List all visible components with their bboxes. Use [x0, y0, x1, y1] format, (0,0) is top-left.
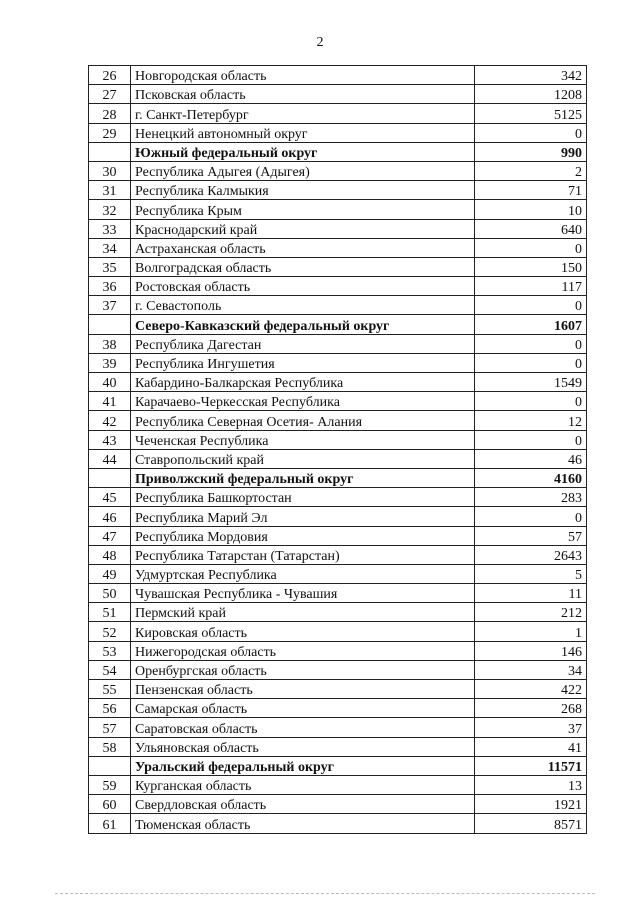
region-value: 57 — [475, 526, 587, 545]
region-value: 212 — [475, 603, 587, 622]
row-number: 56 — [89, 699, 131, 718]
region-row — [89, 353, 587, 372]
row-number: 37 — [89, 296, 131, 315]
region-name: Республика Адыгея (Адыгея) — [131, 161, 475, 180]
row-number: 55 — [89, 680, 131, 699]
row-number: 60 — [89, 795, 131, 814]
region-name: Курганская область — [131, 775, 475, 794]
row-number: 51 — [89, 603, 131, 622]
district-total: 11571 — [475, 756, 587, 775]
row-number: 31 — [89, 181, 131, 200]
region-name: Республика Марий Эл — [131, 507, 475, 526]
region-value: 342 — [475, 66, 587, 85]
region-value: 0 — [475, 507, 587, 526]
row-number — [89, 142, 131, 161]
region-name: Республика Мордовия — [131, 526, 475, 545]
region-row — [89, 564, 587, 583]
region-row — [89, 545, 587, 564]
region-row — [89, 257, 587, 276]
row-number: 57 — [89, 718, 131, 737]
region-name: Республика Крым — [131, 200, 475, 219]
row-number: 48 — [89, 545, 131, 564]
row-number: 46 — [89, 507, 131, 526]
district-name: Северо-Кавказский федеральный округ — [131, 315, 475, 334]
row-number: 54 — [89, 660, 131, 679]
district-row — [89, 756, 587, 775]
region-value: 0 — [475, 392, 587, 411]
district-total: 1607 — [475, 315, 587, 334]
region-value: 13 — [475, 775, 587, 794]
region-row — [89, 219, 587, 238]
region-row — [89, 699, 587, 718]
region-value: 0 — [475, 353, 587, 372]
row-number: 35 — [89, 257, 131, 276]
district-name: Приволжский федеральный округ — [131, 468, 475, 487]
row-number: 59 — [89, 775, 131, 794]
region-name: Ставропольский край — [131, 449, 475, 468]
row-number: 39 — [89, 353, 131, 372]
regions-table-body — [89, 66, 587, 834]
row-number: 52 — [89, 622, 131, 641]
region-name: Псковская область — [131, 85, 475, 104]
region-row — [89, 373, 587, 392]
district-name: Уральский федеральный округ — [131, 756, 475, 775]
region-value: 8571 — [475, 814, 587, 833]
region-name: Волгоградская область — [131, 257, 475, 276]
region-value: 0 — [475, 430, 587, 449]
region-value: 640 — [475, 219, 587, 238]
region-row — [89, 123, 587, 142]
row-number: 33 — [89, 219, 131, 238]
region-value: 1921 — [475, 795, 587, 814]
region-name: Свердловская область — [131, 795, 475, 814]
region-row — [89, 507, 587, 526]
region-name: Республика Северная Осетия- Алания — [131, 411, 475, 430]
region-value: 1 — [475, 622, 587, 641]
region-name: Республика Башкортостан — [131, 488, 475, 507]
region-name: Республика Татарстан (Татарстан) — [131, 545, 475, 564]
region-name: Краснодарский край — [131, 219, 475, 238]
district-total: 4160 — [475, 468, 587, 487]
region-name: Ненецкий автономный округ — [131, 123, 475, 142]
row-number — [89, 315, 131, 334]
region-row — [89, 181, 587, 200]
region-value: 37 — [475, 718, 587, 737]
region-row — [89, 488, 587, 507]
row-number: 47 — [89, 526, 131, 545]
region-value: 1208 — [475, 85, 587, 104]
region-name: Чеченская Республика — [131, 430, 475, 449]
region-row — [89, 660, 587, 679]
region-row — [89, 584, 587, 603]
row-number: 29 — [89, 123, 131, 142]
region-name: Удмуртская Республика — [131, 564, 475, 583]
region-value: 283 — [475, 488, 587, 507]
row-number: 41 — [89, 392, 131, 411]
region-name: г. Санкт-Петербург — [131, 104, 475, 123]
region-value: 146 — [475, 641, 587, 660]
region-row — [89, 104, 587, 123]
region-name: Республика Калмыкия — [131, 181, 475, 200]
row-number: 61 — [89, 814, 131, 833]
region-row — [89, 814, 587, 833]
row-number: 44 — [89, 449, 131, 468]
row-number: 38 — [89, 334, 131, 353]
region-row — [89, 238, 587, 257]
region-name: Саратовская область — [131, 718, 475, 737]
region-name: Кабардино-Балкарская Республика — [131, 373, 475, 392]
region-value: 0 — [475, 296, 587, 315]
region-value: 11 — [475, 584, 587, 603]
region-value: 117 — [475, 277, 587, 296]
row-number — [89, 468, 131, 487]
region-name: Самарская область — [131, 699, 475, 718]
district-row — [89, 315, 587, 334]
region-value: 46 — [475, 449, 587, 468]
regions-table — [88, 65, 587, 834]
region-row — [89, 641, 587, 660]
region-name: Оренбургская область — [131, 660, 475, 679]
region-value: 2 — [475, 161, 587, 180]
region-value: 41 — [475, 737, 587, 756]
region-name: Нижегородская область — [131, 641, 475, 660]
scan-edge-line — [55, 893, 595, 894]
row-number — [89, 756, 131, 775]
region-name: Карачаево-Черкесская Республика — [131, 392, 475, 411]
region-row — [89, 161, 587, 180]
region-name: Пензенская область — [131, 680, 475, 699]
row-number: 28 — [89, 104, 131, 123]
region-value: 12 — [475, 411, 587, 430]
region-name: Тюменская область — [131, 814, 475, 833]
region-row — [89, 392, 587, 411]
row-number: 43 — [89, 430, 131, 449]
region-name: Чувашская Республика - Чувашия — [131, 584, 475, 603]
row-number: 40 — [89, 373, 131, 392]
region-row — [89, 66, 587, 85]
region-row — [89, 85, 587, 104]
district-total: 990 — [475, 142, 587, 161]
region-value: 268 — [475, 699, 587, 718]
region-value: 71 — [475, 181, 587, 200]
row-number: 27 — [89, 85, 131, 104]
region-value: 0 — [475, 238, 587, 257]
row-number: 58 — [89, 737, 131, 756]
row-number: 30 — [89, 161, 131, 180]
region-row — [89, 200, 587, 219]
row-number: 32 — [89, 200, 131, 219]
region-row — [89, 296, 587, 315]
region-value: 10 — [475, 200, 587, 219]
region-row — [89, 622, 587, 641]
region-name: Астраханская область — [131, 238, 475, 257]
row-number: 45 — [89, 488, 131, 507]
row-number: 49 — [89, 564, 131, 583]
district-row — [89, 142, 587, 161]
region-name: Республика Ингушетия — [131, 353, 475, 372]
region-value: 34 — [475, 660, 587, 679]
region-value: 2643 — [475, 545, 587, 564]
region-row — [89, 334, 587, 353]
region-value: 0 — [475, 334, 587, 353]
region-row — [89, 526, 587, 545]
region-value: 422 — [475, 680, 587, 699]
region-name: Ростовская область — [131, 277, 475, 296]
region-value: 150 — [475, 257, 587, 276]
region-row — [89, 795, 587, 814]
region-name: г. Севастополь — [131, 296, 475, 315]
row-number: 53 — [89, 641, 131, 660]
region-row — [89, 449, 587, 468]
row-number: 36 — [89, 277, 131, 296]
region-value: 5125 — [475, 104, 587, 123]
district-row — [89, 468, 587, 487]
region-row — [89, 680, 587, 699]
region-name: Ульяновская область — [131, 737, 475, 756]
region-value: 5 — [475, 564, 587, 583]
region-value: 0 — [475, 123, 587, 142]
region-row — [89, 603, 587, 622]
region-row — [89, 411, 587, 430]
region-name: Новгородская область — [131, 66, 475, 85]
page-number: 2 — [316, 35, 324, 50]
row-number: 50 — [89, 584, 131, 603]
row-number: 26 — [89, 66, 131, 85]
region-row — [89, 775, 587, 794]
region-value: 1549 — [475, 373, 587, 392]
region-name: Кировская область — [131, 622, 475, 641]
region-name: Пермский край — [131, 603, 475, 622]
row-number: 42 — [89, 411, 131, 430]
row-number: 34 — [89, 238, 131, 257]
region-row — [89, 430, 587, 449]
region-row — [89, 718, 587, 737]
region-name: Республика Дагестан — [131, 334, 475, 353]
district-name: Южный федеральный округ — [131, 142, 475, 161]
region-row — [89, 277, 587, 296]
region-row — [89, 737, 587, 756]
